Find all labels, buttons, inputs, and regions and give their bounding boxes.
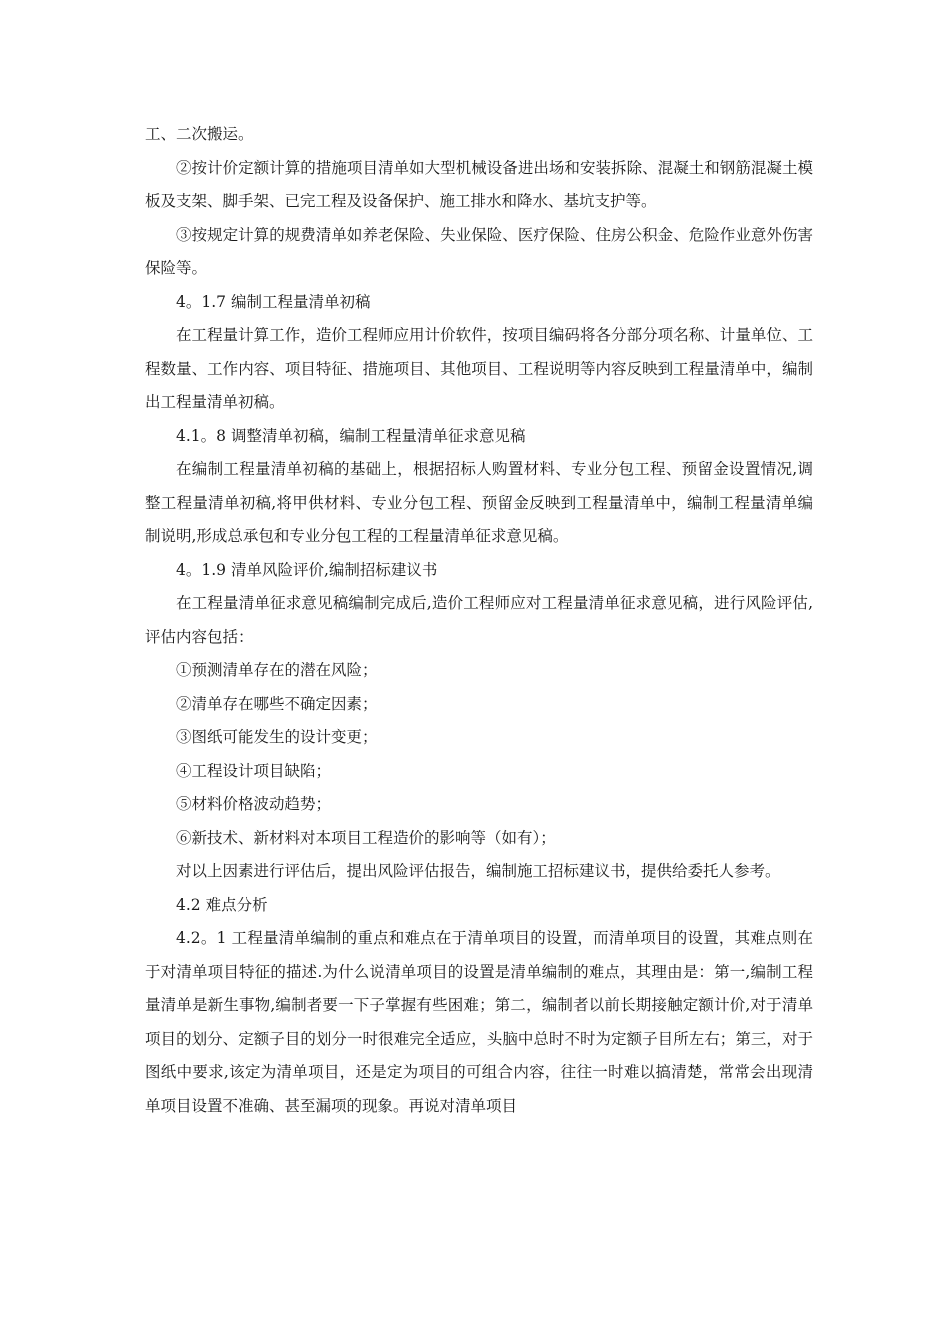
list-item-risk-4: ④工程设计项目缺陷；: [176, 761, 332, 780]
list-item-risk-2: ②清单存在哪些不确定因素；: [176, 694, 378, 713]
section-heading-4-2: 4.2 难点分析: [176, 895, 268, 914]
paragraph-regulatory-fees: ③按规定计算的规费清单如养老保险、失业保险、医疗保险、住房公积金、危险作业意外伤害保险等。: [145, 225, 813, 277]
list-item-risk-5: ⑤材料价格波动趋势；: [176, 795, 332, 813]
document-body: [145, 118, 813, 1123]
paragraph-continuation: 工、二次搬运。: [145, 125, 254, 143]
paragraph-draft-compilation: 在工程量计算工作，造价工程师应用计价软件，按项目编码将各分部分项名称、计量单位、工程数量、工作内容、项目特征、措施项目、其他项目、工程说明等内容反映到工程量清单中，编制出工程量清单初稿。: [145, 326, 813, 411]
section-heading-4-1-9: 4。1.9 清单风险评价,编制招标建议书: [176, 560, 438, 579]
section-heading-4-1-7: 4。1.7 编制工程量清单初稿: [176, 292, 371, 311]
list-item-risk-1: ①预测清单存在的潜在风险；: [176, 661, 378, 679]
paragraph-risk-report: 对以上因素进行评估后，提出风险评估报告，编制施工招标建议书，提供给委托人参考。: [176, 862, 781, 880]
paragraph-measures-by-quota: ②按计价定额计算的措施项目清单如大型机械设备进出场和安装拆除、混凝土和钢筋混凝土模板及支架、脚手架、已完工程及设备保护、施工排水和降水、基坑支护等。: [145, 158, 813, 210]
list-item-risk-3: ③图纸可能发生的设计变更；: [176, 728, 378, 746]
list-item-risk-6: ⑥新技术、新材料对本项目工程造价的影响等（如有）；: [176, 828, 556, 847]
paragraph-difficulty-analysis: 4.2。1 工程量清单编制的重点和难点在于清单项目的设置，而清单项目的设置，其难点则在于对清单项目特征的描述.为什么说清单项目的设置是清单编制的难点，其理由是：第一,编制工程量清单是新生事物,编制者要一下子掌握有些困难；第二，编制者以前长期接触定额计价,对于清单项目的划分、定额子目的划分一时很难完全适应，头脑中总时不时为定额子目所左右；第三，对于图纸中要求,该定为清单项目，还是定为项目的可组合内容，往往一时难以搞清楚，常常会出现清单项目设置不准确、甚至漏项的现象。再说对清单项目: [145, 929, 813, 1115]
paragraph-adjust-draft: 在编制工程量清单初稿的基础上，根据招标人购置材料、专业分包工程、预留金设置情况,调整工程量清单初稿,将甲供材料、专业分包工程、预留金反映到工程量清单中，编制工程量清单编制说明,形成总承包和专业分包工程的工程量清单征求意见稿。: [145, 460, 813, 545]
paragraph-risk-evaluation: 在工程量清单征求意见稿编制完成后,造价工程师应对工程量清单征求意见稿，进行风险评估,评估内容包括：: [145, 594, 813, 646]
section-heading-4-1-8: 4.1。8 调整清单初稿，编制工程量清单征求意见稿: [176, 426, 526, 445]
